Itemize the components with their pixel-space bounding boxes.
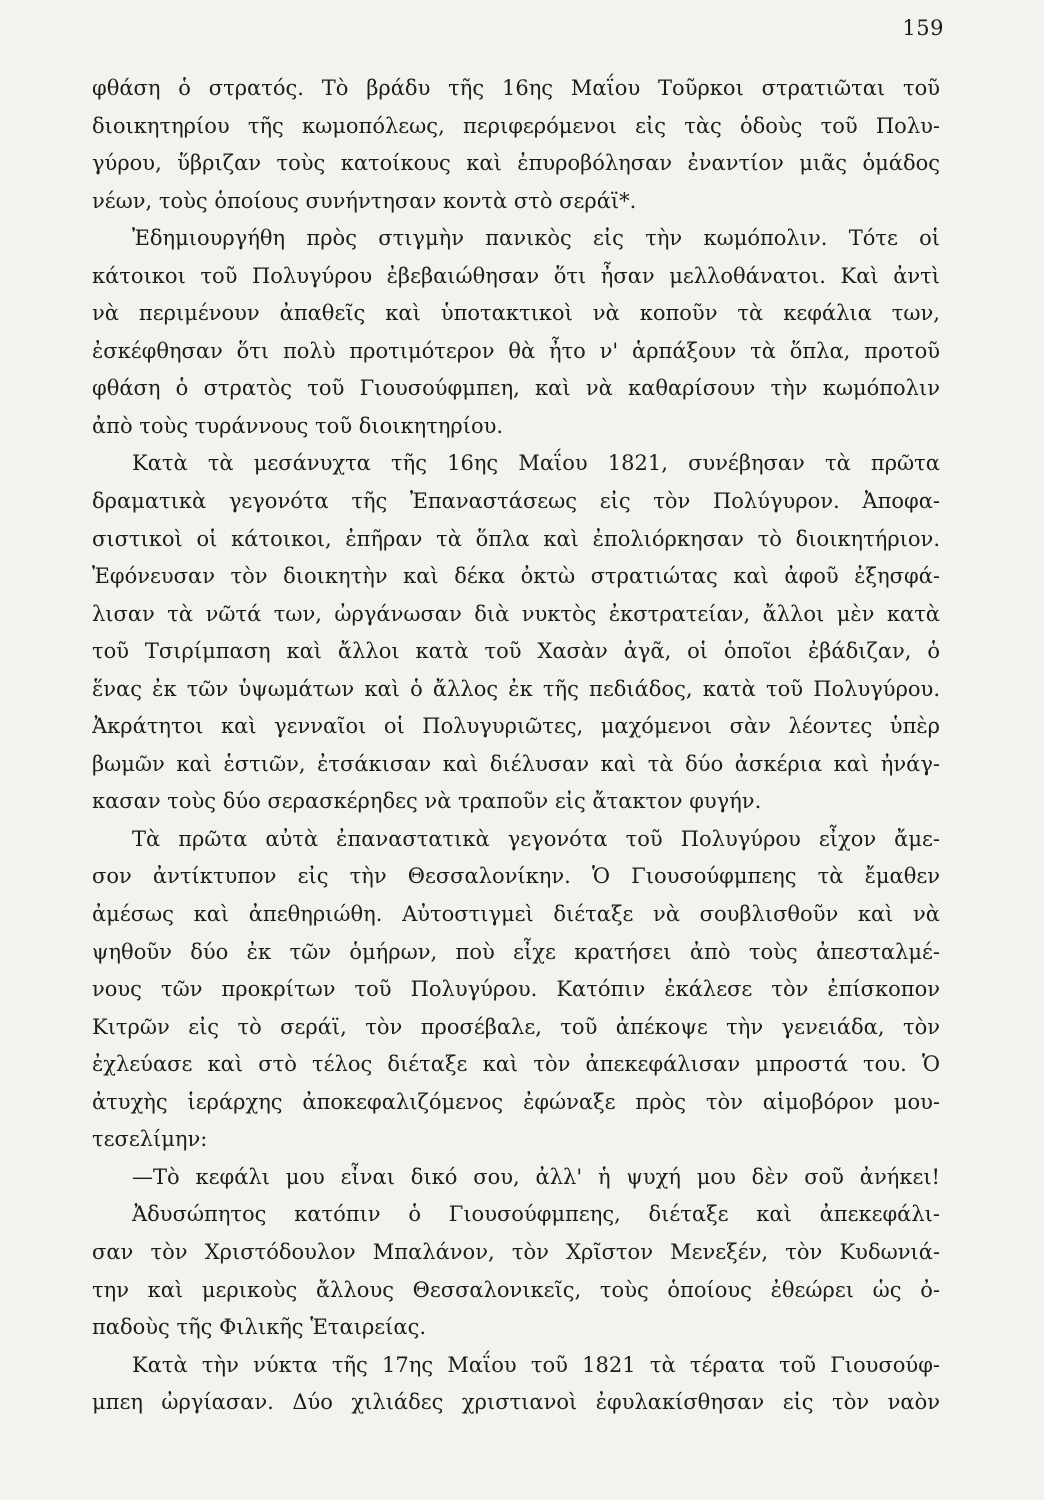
text-line: φθάση ὁ στρατός. Τὸ βράδυ τῆς 16ης Μαΐου Τοῦρκοι στρατιῶται τοῦ [92, 76, 940, 100]
text-line: λισαν τὰ νῶτά των, ὠργάνωσαν διὰ νυκτὸς ἐκστρατείαν, ἄλλοι μὲν κατὰ [92, 601, 940, 626]
text-line: παδοὺς τῆς Φιλικῆς Ἑταιρείας. [92, 1315, 427, 1340]
text-line: ἐχλεύασε καὶ στὸ τέλος διέταξε καὶ τὸν ἀπεκεφάλισαν μπροστά του. Ὁ [92, 1052, 940, 1077]
text-line: διοικητηρίου τῆς κωμοπόλεως, περιφερόμενοι εἰς τὰς ὁδοὺς τοῦ Πολυ- [92, 113, 940, 138]
text-line: φθάση ὁ στρατὸς τοῦ Γιουσούφμπεη, καὶ νὰ καθαρίσουν τὴν κωμόπολιν [92, 376, 940, 401]
text-line: ψηθοῦν δύο ἐκ τῶν ὁμήρων, ποὺ εἶχε κρατήσει ἀπὸ τοὺς ἀπεσταλμέ- [92, 939, 940, 964]
text-line: σαν τὸν Χριστόδουλον Μπαλάνον, τὸν Χρῖστον Μενεξέν, τὸν Κυδωνιά- [92, 1239, 940, 1264]
text-line: σιστικοὶ οἱ κάτοικοι, ἐπῆραν τὰ ὅπλα καὶ ἐπολιόρκησαν τὸ διοικητήριον. [92, 526, 940, 551]
text-line: τεσελίμην: [92, 1127, 208, 1152]
text-line: Κατὰ τὴν νύκτα τῆς 17ης Μαΐου τοῦ 1821 τὰ τέρατα τοῦ Γιουσούφ- [132, 1352, 940, 1377]
text-line: ἐσκέφθησαν ὅτι πολὺ προτιμότερον θὰ ἦτο ν' ἁρπάξουν τὰ ὅπλα, προτοῦ [92, 338, 940, 363]
text-line: σον ἀντίκτυπον εἰς τὴν Θεσσαλονίκην. Ὁ Γιουσούφμπεης τὰ ἔμαθεν [92, 864, 940, 889]
body-text [92, 70, 940, 1422]
text-line: νέων, τοὺς ὁποίους συνήντησαν κοντὰ στὸ σεράϊ*. [92, 188, 637, 213]
text-line: κασαν τοὺς δύο σερασκέρηδες νὰ τραποῦν εἰς ἄτακτον φυγήν. [92, 789, 762, 814]
text-line: ἀμέσως καὶ ἀπεθηριώθη. Αὐτοστιγμεὶ διέταξε νὰ σουβλισθοῦν καὶ νὰ [92, 902, 940, 927]
text-line: ἀτυχὴς ἱεράρχης ἀποκεφαλιζόμενος ἐφώναξε πρὸς τὸν αἱμοβόρον μου- [92, 1089, 940, 1114]
text-line: μπεη ὠργίασαν. Δύο χιλιάδες χριστιανοὶ ἐφυλακίσθησαν εἰς τὸν ναὸν [92, 1390, 940, 1415]
text-line: Κατὰ τὰ μεσάνυχτα τῆς 16ης Μαΐου 1821, συνέβησαν τὰ πρῶτα [132, 451, 940, 476]
page-number: 159 [902, 16, 944, 40]
text-line: Τὰ πρῶτα αὐτὰ ἐπαναστατικὰ γεγονότα τοῦ Πολυγύρου εἶχον ἄμε- [132, 826, 940, 851]
text-line: νὰ περιμένουν ἀπαθεῖς καὶ ὑποτακτικοὶ νὰ κοποῦν τὰ κεφάλια των, [92, 301, 940, 326]
text-line: ἕνας ἐκ τῶν ὑψωμάτων καὶ ὁ ἄλλος ἐκ τῆς πεδιάδος, κατὰ τοῦ Πολυγύρου. [92, 676, 940, 701]
text-line: γύρου, ὕβριζαν τοὺς κατοίκους καὶ ἐπυροβόλησαν ἐναντίον μιᾶς ὁμάδος [92, 151, 940, 176]
text-line: νους τῶν προκρίτων τοῦ Πολυγύρου. Κατόπιν ἐκάλεσε τὸν ἐπίσκοπον [92, 977, 940, 1002]
text-line: —Τὸ κεφάλι μου εἶναι δικό σου, ἀλλ' ἡ ψυχή μου δὲν σοῦ ἀνήκει! [132, 1164, 940, 1189]
text-line: την καὶ μερικοὺς ἄλλους Θεσσαλονικεῖς, τοὺς ὁποίους ἐθεώρει ὡς ὀ- [92, 1277, 940, 1302]
text-line: Κιτρῶν εἰς τὸ σεράϊ, τὸν προσέβαλε, τοῦ ἀπέκοψε τὴν γενειάδα, τὸν [92, 1014, 940, 1039]
text-line: τοῦ Τσιρίμπαση καὶ ἄλλοι κατὰ τοῦ Χασὰν ἀγᾶ, οἱ ὁποῖοι ἐβάδιζαν, ὁ [92, 639, 940, 664]
text-line: ἀπὸ τοὺς τυράννους τοῦ διοικητηρίου. [92, 413, 504, 438]
text-line: Ἀκράτητοι καὶ γενναῖοι οἱ Πολυγυριῶτες, μαχόμενοι σὰν λέοντες ὑπὲρ [92, 714, 940, 739]
text-line: βωμῶν καὶ ἑστιῶν, ἐτσάκισαν καὶ διέλυσαν καὶ τὰ δύο ἀσκέρια καὶ ἠνάγ- [92, 751, 940, 776]
text-line: κάτοικοι τοῦ Πολυγύρου ἐβεβαιώθησαν ὅτι ἦσαν μελλοθάνατοι. Καὶ ἀντὶ [92, 263, 940, 288]
text-line: δραματικὰ γεγονότα τῆς Ἐπαναστάσεως εἰς τὸν Πολύγυρον. Ἀποφα- [92, 489, 940, 514]
text-line: Ἐφόνευσαν τὸν διοικητὴν καὶ δέκα ὀκτὼ στρατιώτας καὶ ἀφοῦ ἐξησφά- [92, 564, 940, 589]
text-line: Ἀδυσώπητος κατόπιν ὁ Γιουσούφμπεης, διέταξε καὶ ἀπεκεφάλι- [132, 1202, 940, 1227]
text-line: Ἐδημιουργήθη πρὸς στιγμὴν πανικὸς εἰς τὴν κωμόπολιν. Τότε οἱ [132, 226, 940, 251]
